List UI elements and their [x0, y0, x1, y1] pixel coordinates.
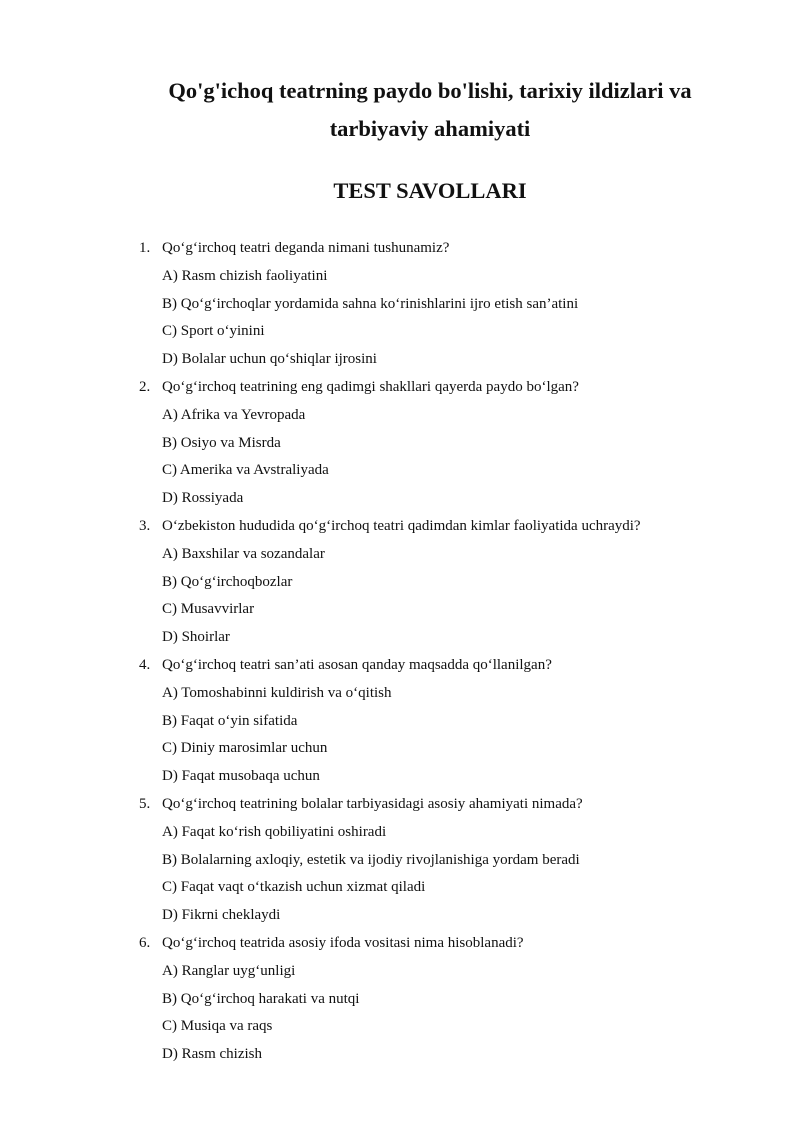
- question-item: [0, 930, 800, 1069]
- answer-option: C) Faqat vaqt o‘tkazish uchun xizmat qiladi: [162, 879, 426, 896]
- answer-option: B) Bolalarning axloqiy, estetik va ijodiy rivojlanishiga yordam beradi: [162, 851, 580, 868]
- answer-option: C) Musiqa va raqs: [162, 1018, 273, 1035]
- question-line: [0, 513, 800, 541]
- answer-option: D) Shoirlar: [162, 629, 230, 646]
- answer-option: A) Rasm chizish faoliyatini: [162, 267, 328, 284]
- question-item: [0, 791, 800, 930]
- question-item: [0, 235, 800, 374]
- answer-option: C) Amerika va Avstraliyada: [162, 462, 329, 479]
- question-item: [0, 513, 800, 652]
- answer-option: C) Sport o‘yinini: [162, 323, 265, 340]
- answer-option: B) Qo‘g‘irchoqbozlar: [162, 573, 293, 590]
- answer-option: D) Rasm chizish: [162, 1046, 262, 1063]
- question-number: 2.: [139, 378, 151, 395]
- question-item: [0, 652, 800, 791]
- answer-option: A) Tomoshabinni kuldirish va o‘qitish: [162, 684, 392, 701]
- answer-option: D) Bolalar uchun qo‘shiqlar ijrosini: [162, 351, 377, 368]
- question-number: 6.: [139, 934, 151, 951]
- answer-option: D) Rossiyada: [162, 490, 244, 507]
- answer-option: A) Faqat ko‘rish qobiliyatini oshiradi: [162, 823, 387, 840]
- answer-option: D) Faqat musobaqa uchun: [162, 768, 320, 785]
- answer-option: A) Baxshilar va sozandalar: [162, 545, 325, 562]
- answer-option: C) Musavvirlar: [162, 601, 255, 618]
- question-text: Qo‘g‘irchoq teatrining eng qadimgi shakllari qayerda paydo bo‘lgan?: [162, 378, 579, 395]
- question-text: Qo‘g‘irchoq teatrining bolalar tarbiyasidagi asosiy ahamiyati nimada?: [162, 795, 583, 812]
- question-number: 1.: [139, 240, 151, 256]
- question-line: [0, 652, 800, 680]
- answer-option: D) Fikrni cheklaydi: [162, 907, 281, 924]
- document-title: Qo'g'ichoq teatrning paydo bo'lishi, tarixiy ildizlari va tarbiyaviy ahamiyati: [168, 78, 692, 141]
- question-text: Qo‘g‘irchoq teatrida asosiy ifoda vositasi nima hisoblanadi?: [162, 934, 524, 951]
- question-number: 5.: [139, 795, 151, 812]
- answer-option: B) Osiyo va Misrda: [162, 434, 281, 451]
- question-number: 4.: [139, 656, 151, 673]
- question-line: [0, 930, 800, 958]
- question-number: 3.: [139, 517, 151, 534]
- answer-option: A) Ranglar uyg‘unligi: [162, 962, 296, 979]
- answer-option: B) Qo‘g‘irchoq harakati va nutqi: [162, 990, 360, 1007]
- question-line: [0, 791, 800, 819]
- question-text: Qo‘g‘irchoq teatri san’ati asosan qanday maqsadda qo‘llanilgan?: [162, 656, 552, 673]
- answer-option: C) Diniy marosimlar uchun: [162, 740, 328, 757]
- question-item: [0, 374, 800, 513]
- question-text: O‘zbekiston hududida qo‘g‘irchoq teatri qadimdan kimlar faoliyatida uchraydi?: [162, 517, 641, 534]
- document-subtitle: TEST SAVOLLARI: [333, 178, 527, 203]
- answer-option: B) Qo‘g‘irchoqlar yordamida sahna ko‘rinishlarini ijro etish san’atini: [162, 295, 579, 312]
- question-text: Qo‘g‘irchoq teatri deganda nimani tushunamiz?: [162, 240, 450, 256]
- answer-option: A) Afrika va Yevropada: [162, 406, 306, 423]
- question-line: [0, 374, 800, 402]
- question-line: [0, 235, 800, 263]
- answer-option: B) Faqat o‘yin sifatida: [162, 712, 298, 729]
- question-list: [0, 235, 800, 1069]
